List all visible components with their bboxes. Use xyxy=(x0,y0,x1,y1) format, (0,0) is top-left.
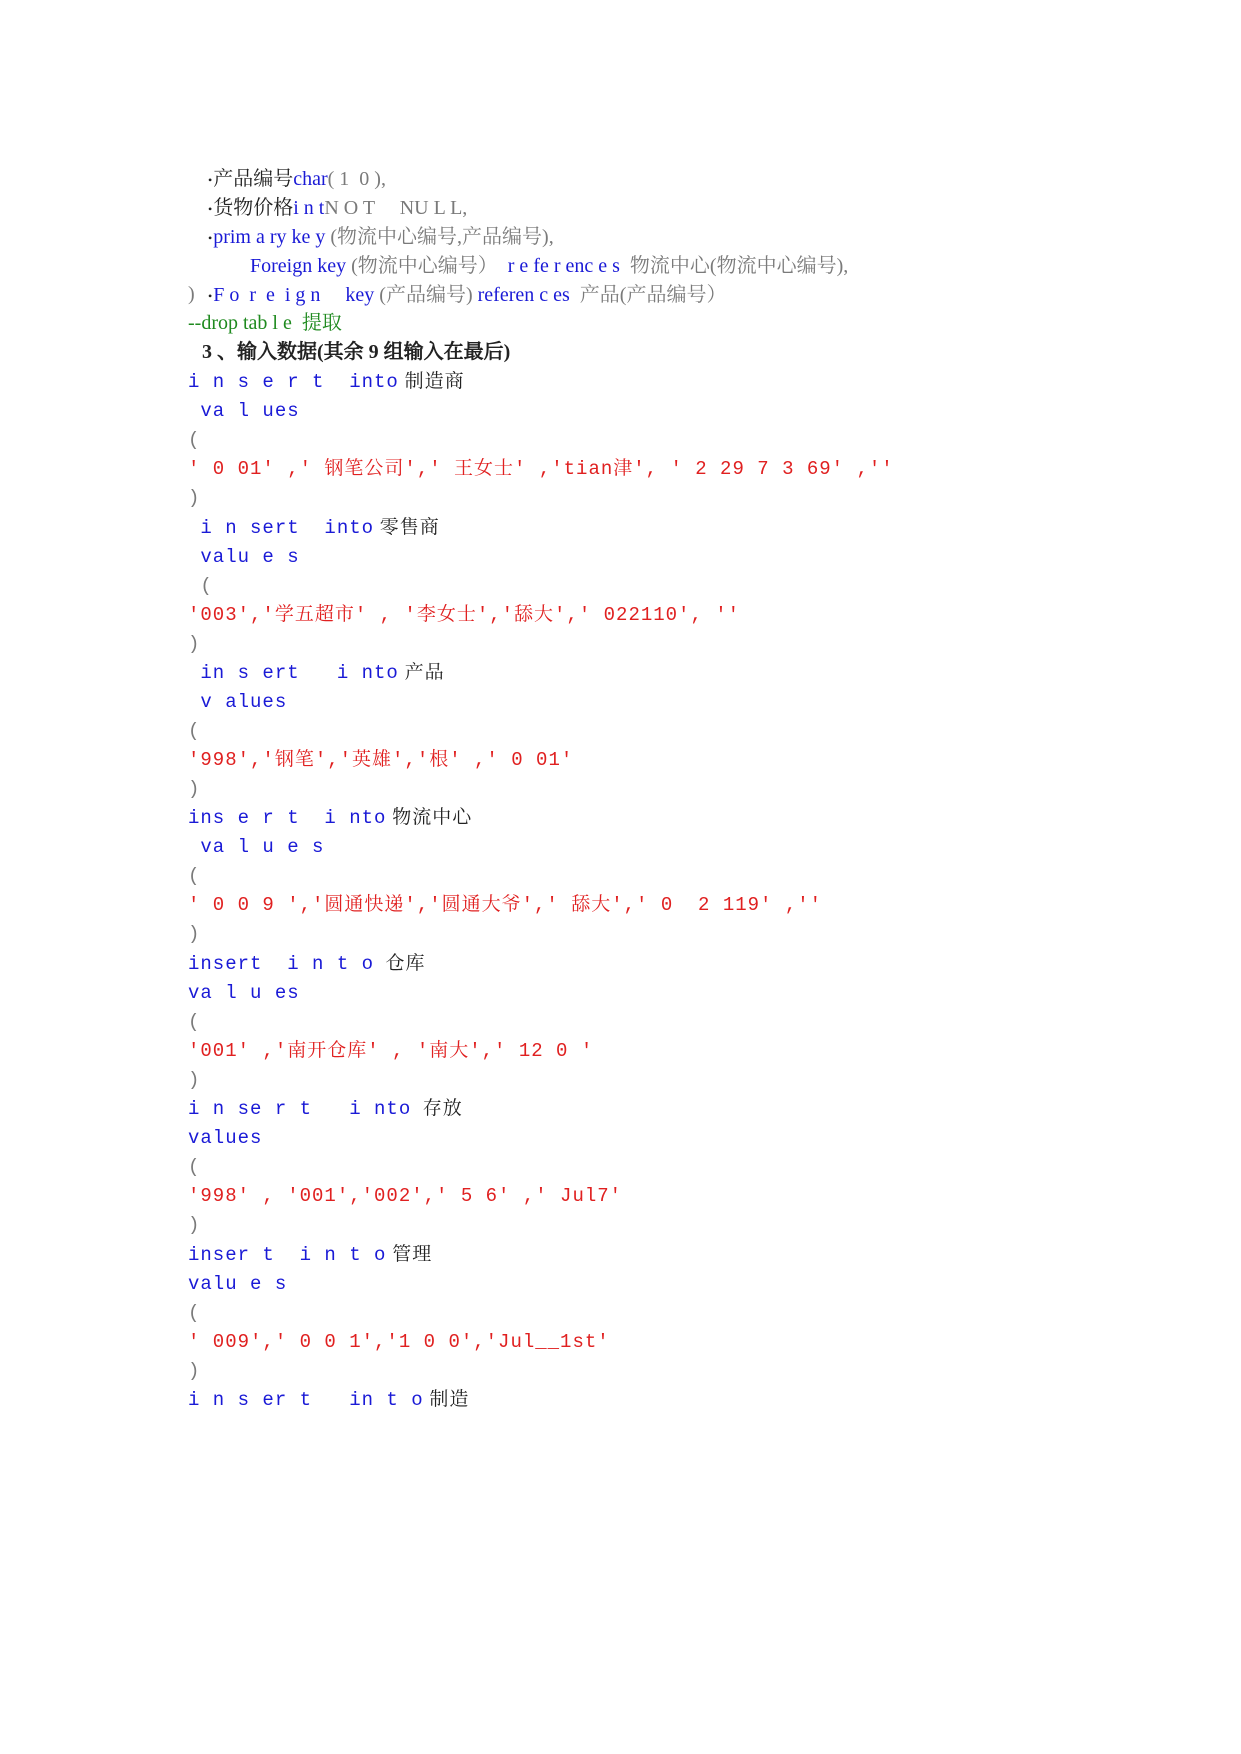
values-row: '001′ ,'南开仓库′ , '南大',′ 12 0 ' xyxy=(188,1040,594,1062)
bullet-icon: • xyxy=(208,289,213,303)
values-keyword: values xyxy=(188,1127,263,1149)
table-name: 物流中心 xyxy=(386,807,473,828)
keyword-references: referen c es xyxy=(477,284,570,306)
open-paren: ( xyxy=(188,1156,201,1178)
key-columns: (物流中心编号,产品编号), xyxy=(325,226,554,248)
keyword-references: r e fe r enc e s xyxy=(507,255,620,277)
code-line-primary-key xyxy=(188,192,554,248)
insert-line xyxy=(188,367,465,397)
table-name: 零售商 xyxy=(374,517,440,538)
column-args: ( 1 0 ), xyxy=(327,168,386,190)
table-name: 产品 xyxy=(398,662,445,683)
reference-target: 产品(产品编号） xyxy=(569,284,727,306)
table-name: 管理 xyxy=(386,1244,433,1265)
insert-keyword: i n s e r t into xyxy=(188,371,399,393)
values-keyword: va l u e s xyxy=(188,836,325,858)
insert-keyword: ins e r t i nto xyxy=(188,807,387,829)
insert-keyword: insert i n t o xyxy=(188,953,375,975)
reference-target: 物流中心(物流中心编号), xyxy=(619,255,849,277)
open-paren: ( xyxy=(188,865,201,887)
bullet-icon: • xyxy=(208,173,213,187)
open-paren: ( xyxy=(188,575,213,597)
insert-keyword: in s ert i nto xyxy=(188,662,399,684)
keyword: F o r e i g n key xyxy=(213,284,375,306)
insert-keyword: i n se r t i nto xyxy=(188,1098,412,1120)
insert-keyword: i n sert into xyxy=(188,517,375,539)
code-line-foreign-key-2 xyxy=(188,250,727,306)
column-constraint: N O T NU L L, xyxy=(324,197,468,219)
values-row: ' 0 0 9 ','圆通快递','圆通大爷',′ 舔大',' 0 2 119′ ,'' xyxy=(188,894,823,916)
insert-keyword: i n s er t in t o xyxy=(188,1389,424,1411)
close-paren: ) xyxy=(188,778,201,800)
close-paren: ) xyxy=(188,283,195,305)
table-name: 仓库 xyxy=(374,953,426,974)
close-paren: ) xyxy=(188,1214,201,1236)
column-type: char xyxy=(293,168,328,190)
close-paren: ) xyxy=(188,487,201,509)
values-row: '003','学五超市′ , '李女士','舔大',′ 022110', '' xyxy=(188,604,741,626)
column-type: i n t xyxy=(293,197,325,219)
insert-line xyxy=(188,1385,469,1415)
insert-line xyxy=(188,1240,432,1270)
keyword: Foreign key xyxy=(250,255,347,277)
values-keyword: valu e s xyxy=(188,1273,288,1295)
values-row: ′ 009',′ 0 0 1','1 0 0','Jul__1st' xyxy=(188,1331,610,1353)
values-keyword: v alues xyxy=(188,691,288,713)
close-paren: ) xyxy=(188,1360,201,1382)
bullet-icon: • xyxy=(208,231,213,245)
insert-line xyxy=(188,1094,463,1124)
values-row: '998','钢笔','英雄','根′ ,' 0 01′ xyxy=(188,749,574,771)
table-name: 存放 xyxy=(411,1098,463,1119)
close-paren: ) xyxy=(188,923,201,945)
open-paren: ( xyxy=(188,429,201,451)
column-name: 货物价格 xyxy=(213,197,294,219)
table-name: 制造 xyxy=(423,1389,470,1410)
values-keyword: valu e s xyxy=(188,546,300,568)
close-paren: ) xyxy=(188,633,201,655)
table-name: 制造商 xyxy=(398,371,465,392)
open-paren: ( xyxy=(188,1011,201,1033)
values-row: ' 0 01′ ,′ 钢笔公司',' 王女士′ ,'tian津', ' 2 29 7 3 69′ ,'' xyxy=(188,458,894,480)
insert-keyword: inser t i n t o xyxy=(188,1244,387,1266)
insert-line xyxy=(188,949,426,979)
close-paren: ) xyxy=(188,1069,201,1091)
section-heading: 3 、输入数据(其余 9 组输入在最后) xyxy=(202,341,511,363)
code-line-foreign-key-1 xyxy=(230,221,849,277)
insert-line xyxy=(188,658,445,688)
insert-line xyxy=(188,803,472,833)
code-line-price xyxy=(188,163,468,219)
keyword: prim a ry ke y xyxy=(213,226,326,248)
key-columns: (产品编号) xyxy=(374,284,478,306)
open-paren: ( xyxy=(188,720,201,742)
values-keyword: va l ues xyxy=(188,400,300,422)
values-row: '998′ , '001','002',' 5 6′ ,′ Jul7′ xyxy=(188,1185,623,1207)
key-columns: (物流中心编号） xyxy=(346,255,508,277)
open-paren: ( xyxy=(188,1302,201,1324)
code-line-product-id xyxy=(188,134,386,190)
bullet-icon: • xyxy=(208,202,213,216)
column-name: 产品编号 xyxy=(213,168,294,190)
comment-line: --drop tab l e 提取 xyxy=(188,312,342,334)
insert-line xyxy=(188,513,440,543)
values-keyword: va l u es xyxy=(188,982,300,1004)
